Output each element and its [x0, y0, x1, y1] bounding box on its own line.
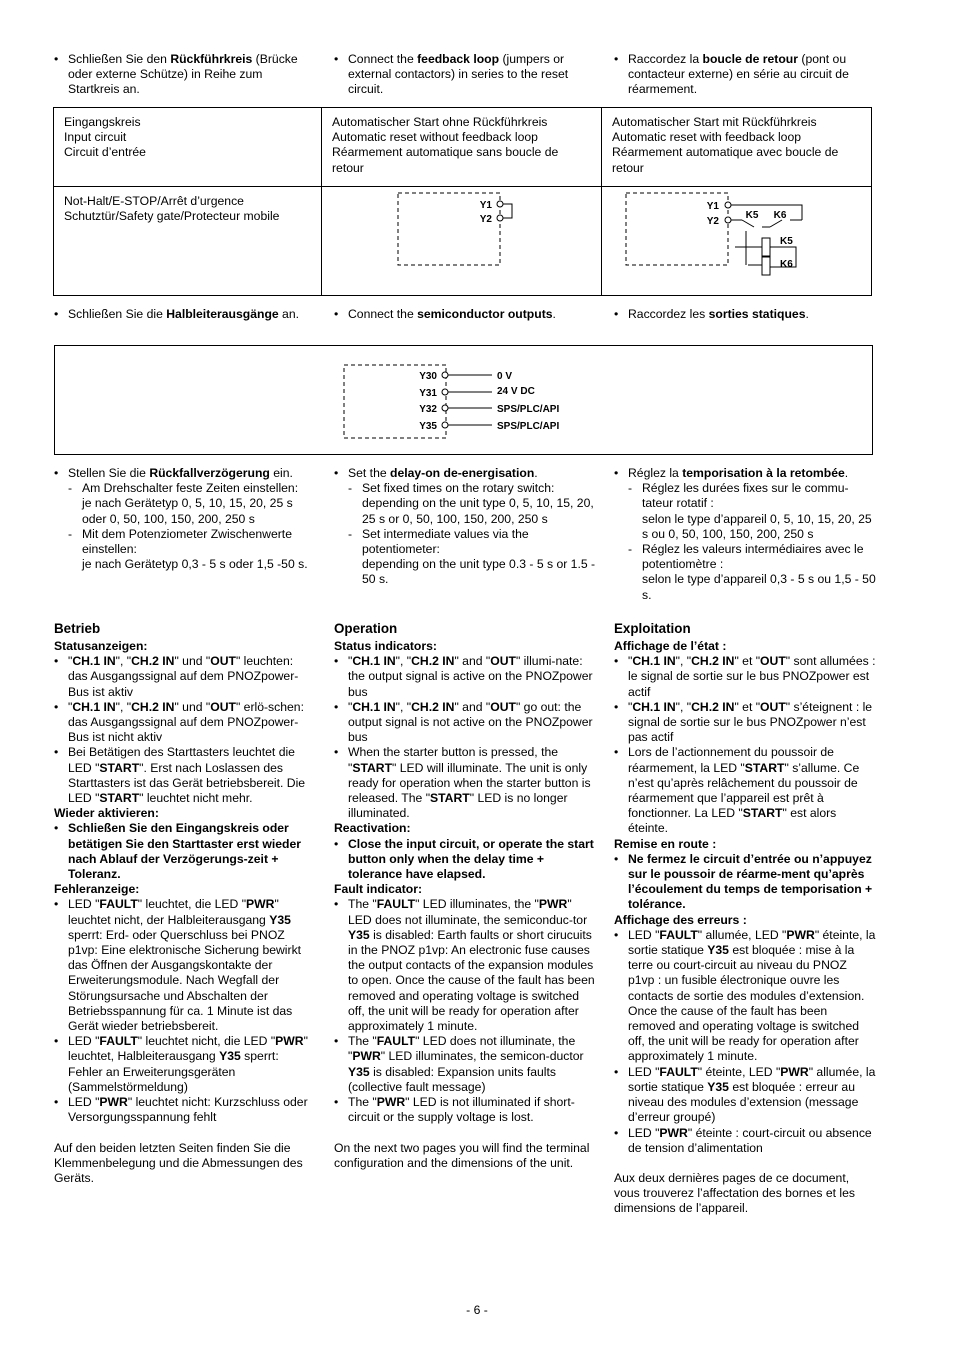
- svg-text:Y2: Y2: [706, 216, 719, 227]
- operation-fr: Exploitation Affichage de l’état : • "CH.1 IN", "CH.2 IN" et "OUT" sont allumées : le signal de sortie sur le bus PNOZpower est actif • "CH.1 IN", "CH.2 IN" et "OUT" s’éteignent : le signal de sortie sur le bus PNOZpower n’est pas actif • Lors de l’actionnement du poussoir de réarmement, la LED "START" s’allume. Ce n’est qu’après relâchement du poussoir de réarmement que l’appareil est prêt à fonctionner. La LED "START" est alors éteinte. Remise en route : • Ne fermez le circuit d’entrée ou n’appuyez sur le poussoir de réarme-ment qu’après l’écoulement du temps de temporisation + tolérance. Affichage des erreurs : • LED "FAULT" allumée, LED "PWR" éteinte, la sortie statique Y35 est bloquée : mise à la terre ou court-circuit au niveau du PNOZ p1vp : un fusible électronique ouvre les contacts de sortie des modules d’extension. Once the cause of the fault has been removed and operating voltage is switched off, the unit will be ready for operation after approximately 1 minute. • LED "FAULT" éteinte, LED "PWR" allumée, la sortie statique Y35 est bloquée : erreur au niveau des modules d’extension (message d’erreur groupé) • LED "PWR" éteinte : court-circuit ou absence de tension d’alimentation Aux deux dernières pages de ce document, vous trouverez l’affectation des bornes et les dimensions de l’appareil.: [614, 621, 876, 1217]
- svg-text:K5: K5: [745, 210, 759, 221]
- header-reset-with-loop: Automatischer Start mit Rückführkreis Automatic reset with feedback loop Réarmement automatique avec boucle de retour: [602, 108, 872, 187]
- outputs-diagram-box: [54, 345, 873, 455]
- intro-de: • Schließen Sie den Rückführkreis (Brücke oder externe Schütze) in Reihe zum Startkreis an.: [54, 52, 316, 98]
- intro-fr: • Raccordez la boucle de retour (pont ou contacteur externe) en série au circuit de réarmement.: [614, 52, 876, 98]
- semi-de: • Schließen Sie die Halbleiterausgänge an.: [54, 307, 316, 322]
- diagram-without-loop: [322, 187, 602, 296]
- svg-text:24 V DC: 24 V DC: [497, 386, 535, 397]
- svg-text:Y32: Y32: [419, 404, 437, 415]
- svg-text:K6: K6: [773, 210, 787, 221]
- svg-text:0 V: 0 V: [497, 371, 513, 382]
- svg-text:Y1: Y1: [479, 200, 492, 211]
- svg-text:K6: K6: [780, 259, 793, 270]
- svg-text:SPS/PLC/API: SPS/PLC/API: [497, 421, 560, 432]
- diagram-with-loop: [602, 187, 872, 296]
- page-number: - 6 -: [466, 1303, 488, 1317]
- output-y30: [419, 371, 512, 382]
- wiring-table: [53, 107, 872, 296]
- semi-fr: • Raccordez les sorties statiques.: [614, 307, 876, 322]
- svg-text:Y1: Y1: [706, 201, 719, 212]
- output-y31: [419, 386, 535, 399]
- svg-text:Y35: Y35: [419, 421, 437, 432]
- wiring-diagram-1: [322, 187, 601, 291]
- svg-text:SPS/PLC/API: SPS/PLC/API: [497, 404, 560, 415]
- operation-en: Operation Status indicators: • "CH.1 IN", "CH.2 IN" and "OUT" illumi-nate: the output signal is active on the PNOZpower bus • "CH.1 IN", "CH.2 IN" and "OUT" go out: the output signal is not active on the PNOZpower bus • When the starter button is pressed, the "START" LED will illuminate. The unit is only ready for operation when the starter button is released. The "START" LED is no longer illuminated. Reactivation: • Close the input circuit, or operate the start button only when the delay time + tolerance have elapsed. Fault indicator: • The "FAULT" LED illuminates, the "PWR" LED does not illuminate, the semiconduc-tor Y35 is disabled: Earth faults or short cirucuits in the PNOZ p1vp: An electronic fuse causes the output contacts of the expansion modules to open. Once the cause of the fault has been removed and operating voltage is switched off, the unit will be ready for operation after approximately 1 minute. • The "FAULT" LED does not illuminate, the "PWR" LED illuminates, the semicon-ductor Y35 is disabled: Expansion units faults (collective fault message) • The "PWR" LED is not illuminated if short-circuit or the supply voltage is lost. On the next two pages you will find the terminal configuration and the dimensions of the unit.: [334, 621, 596, 1171]
- outputs-diagram: [55, 346, 872, 454]
- svg-text:Y30: Y30: [419, 371, 437, 382]
- intro-en: • Connect the feedback loop (jumpers or external contactors) in series to the reset circuit.: [334, 52, 596, 98]
- delay-fr: • Réglez la temporisation à la retombée. - Réglez les durées fixes sur le commu-tateur rotatif : selon le type d’appareil 0, 5, 10, 15, 20, 25 s ou 0, 50, 100, 150, 200, 250 s - Réglez les valeurs intermédiaires avec le potentiomètre : selon le type d’appareil 0,3 - 5 s ou 1,5 - 50 s.: [614, 466, 876, 603]
- semi-en: • Connect the semiconductor outputs.: [334, 307, 596, 322]
- delay-en: • Set the delay-on de-energisation. - Set fixed times on the rotary switch: depending on the unit type 0, 5, 10, 15, 20, 25 s or 0, 50, 100, 150, 200, 250 s - Set intermediate values via the potentiometer: depending on the unit type 0.3 - 5 s or 1.5 - 50 s.: [334, 466, 596, 588]
- output-y35: [419, 421, 559, 432]
- row-estop-label: Not-Halt/E-STOP/Arrêt d’urgence Schutztür/Safety gate/Protecteur mobile: [54, 187, 322, 296]
- svg-text:Y2: Y2: [479, 214, 492, 225]
- svg-text:K5: K5: [780, 236, 793, 247]
- header-input-circuit: Eingangskreis Input circuit Circuit d’entrée: [54, 108, 322, 187]
- header-reset-without-loop: Automatischer Start ohne Rückführkreis Automatic reset without feedback loop Réarmement automatique sans boucle de retour: [322, 108, 602, 187]
- svg-text:Y31: Y31: [419, 388, 437, 399]
- operation-de: Betrieb Statusanzeigen: • "CH.1 IN", "CH.2 IN" und "OUT" leuchten: das Ausgangssignal auf dem PNOZpower-Bus ist aktiv • "CH.1 IN", "CH.2 IN" und "OUT" erlö-schen: das Ausgangssignal auf dem PNOZpower-Bus ist nicht aktiv • Bei Betätigen des Starttasters leuchtet die LED "START". Erst nach Loslassen des Starttasters ist das Gerät betriebsbereit. Die LED "START" leuchtet nicht mehr. Wieder aktivieren: • Schließen Sie den Eingangskreis oder betätigen Sie den Starttaster erst wieder nach Ablauf der Verzögerungs-zeit + Toleranz. Fehleranzeige: • LED "FAULT" leuchtet, die LED "PWR" leuchtet nicht, der Halbleiterausgang Y35 sperrt: Erd- oder Querschluss bei PNOZ p1vp: Eine elektronische Sicherung bewirkt das Öffnen der Ausgangskontakte der Erweiterungsmodule. Nach Wegfall der Störungsursache und Abschalten der Betriebsspannung für ca. 1 Minute ist das Gerät wieder betriebsbereit. • LED "FAULT" leuchtet nicht, die LED "PWR" leuchtet, Halbleiterausgang Y35 sperrt: Fehler an Erweiterungsgeräten (Sammelstörmeldung) • LED "PWR" leuchtet nicht: Kurzschluss oder Versorgungsspannung fehlt Auf den beiden letzten Seiten finden Sie die Klemmenbelegung und die Abmessungen des Geräts.: [54, 621, 316, 1186]
- output-y32: [419, 404, 559, 415]
- wiring-diagram-2: [602, 187, 870, 291]
- delay-de: • Stellen Sie die Rückfallverzögerung ein. - Am Drehschalter feste Zeiten einstellen: je nach Gerätetyp 0, 5, 10, 15, 20, 25 s oder 0, 50, 100, 150, 200, 250 s - Mit dem Potenziometer Zwischenwerte einstellen: je nach Gerätetyp 0,3 - 5 s oder 1,5 -50 s.: [54, 466, 316, 572]
